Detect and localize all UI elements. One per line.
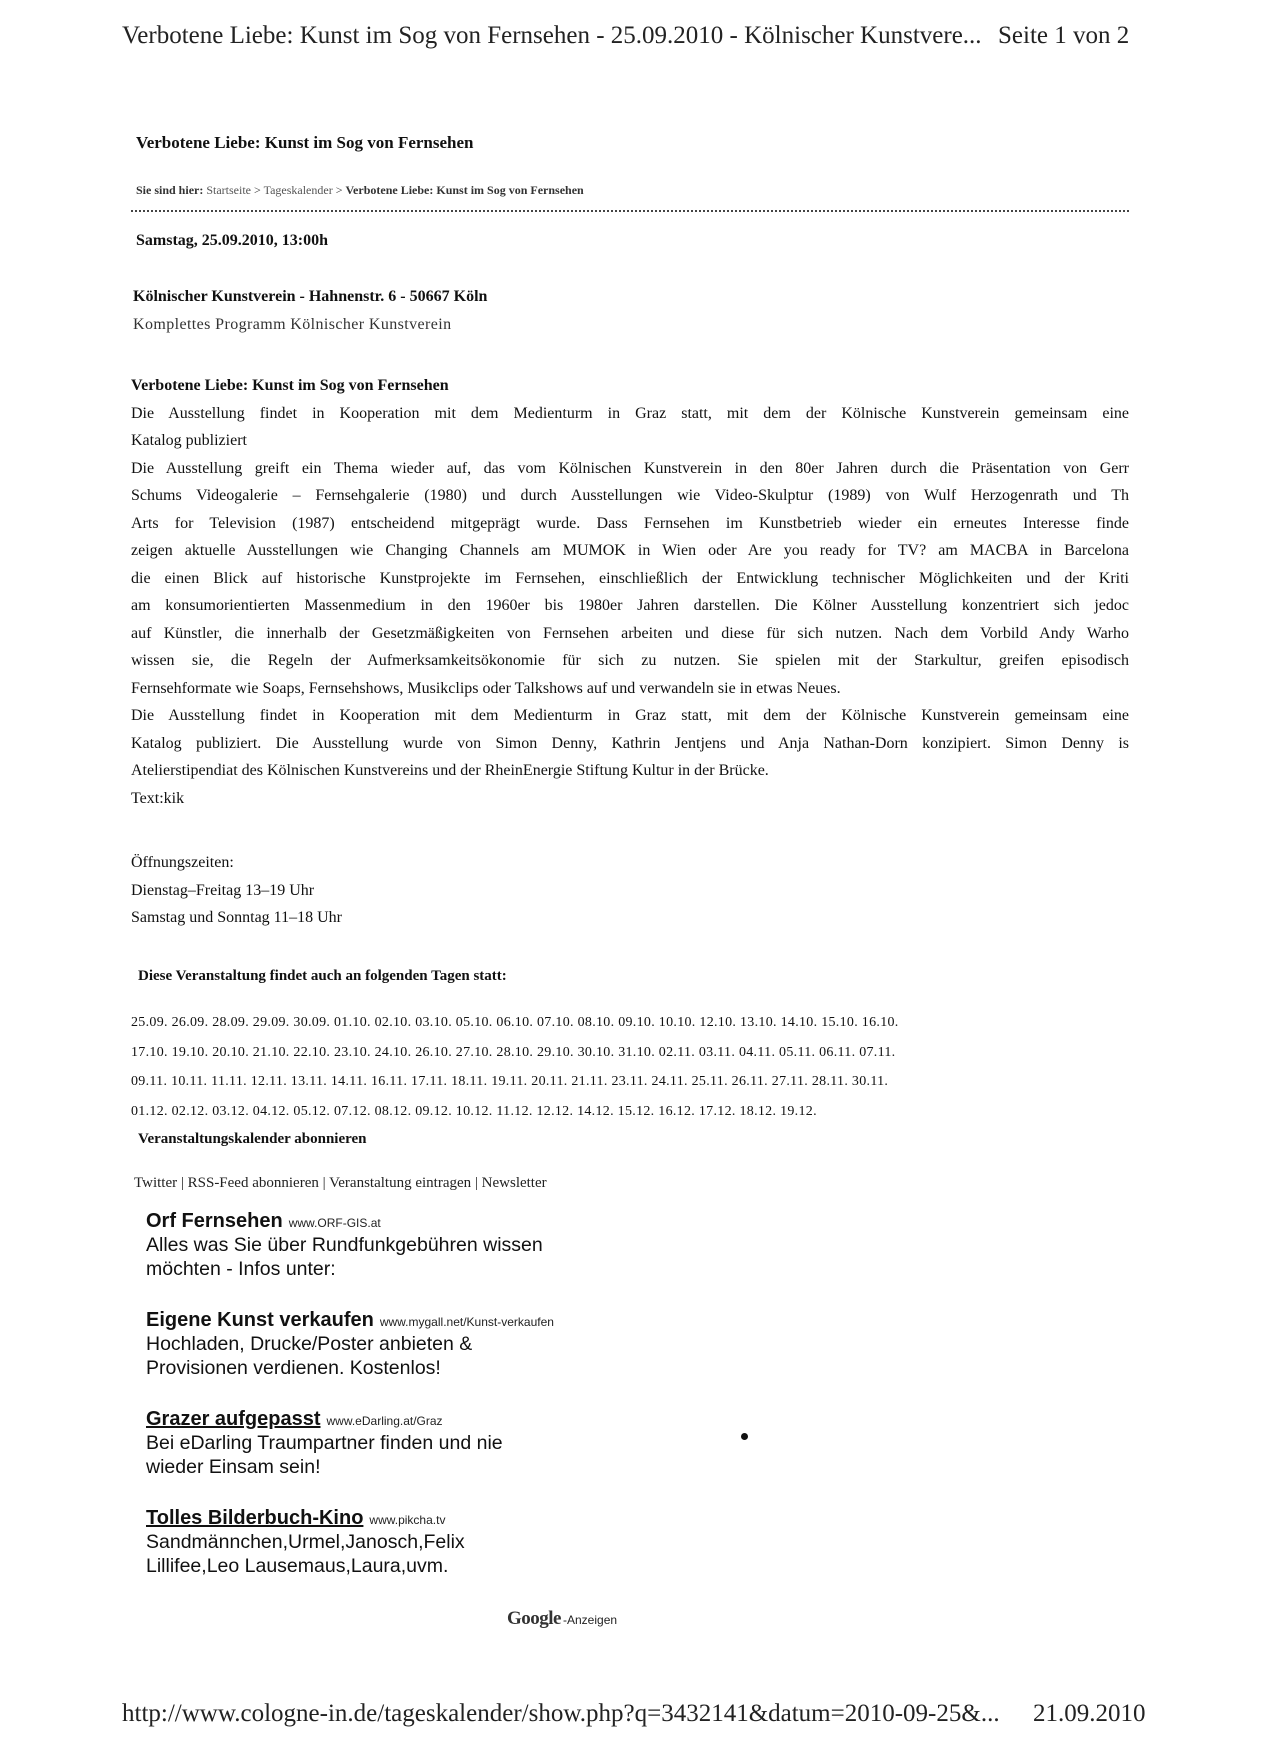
ad-text-line: Alles was Sie über Rundfunkgebühren wissen [146, 1234, 543, 1256]
dotted-divider [131, 210, 1129, 212]
description-line: auf Künstler, die innerhalb der Gesetzmäßigkeiten von Fernsehen arbeiten und diese für sich nutzen. Nach dem Vorbild Andy Warho [131, 624, 1129, 642]
link-separator: | [180, 1175, 184, 1191]
newsletter-link[interactable]: Newsletter [481, 1175, 547, 1191]
description-line: die einen Blick auf historische Kunstprojekte im Fernsehen, einschließlich der Entwicklung technischer Möglichkeiten und der Kriti [131, 569, 1129, 587]
breadcrumb-label: Sie sind hier: [136, 183, 204, 197]
ad-item [146, 1309, 554, 1380]
description-line: Fernsehformate wie Soaps, Fernsehshows, Musikclips oder Talkshows auf und verwandeln sie in etwas Neues. [131, 679, 841, 697]
ad-text-line: wieder Einsam sein! [146, 1456, 321, 1478]
breadcrumb-current: Verbotene Liebe: Kunst im Sog von Fernsehen [345, 183, 584, 197]
ad-text-line: Lillifee,Leo Lausemaus,Laura,uvm. [146, 1555, 449, 1577]
description-line: am konsumorientierten Massenmedium in den 1960er bis 1980er Jahren darstellen. Die Kölner Ausstellung konzentriert sich jedoc [131, 597, 1129, 614]
link-separator: | [474, 1175, 478, 1191]
print-header-title: Verbotene Liebe: Kunst im Sog von Fernsehen - 25.09.2010 - Kölnischer Kunstvere... [122, 22, 982, 49]
ad-url: www.eDarling.at/Graz [326, 1414, 443, 1428]
description-line: Die Ausstellung findet in Kooperation mit dem Medienturm in Graz statt, mit dem der Kölnische Kunstverein gemeinsam eine [131, 707, 1129, 724]
subscribe-heading: Veranstaltungskalender abonnieren [138, 1131, 367, 1147]
subscribe-links [134, 1175, 547, 1192]
other-dates-list [131, 1008, 1129, 1126]
ad-url: www.mygall.net/Kunst-verkaufen [379, 1315, 554, 1329]
ad-title-link[interactable]: Grazer aufgepasst [146, 1408, 321, 1430]
print-page-number: Seite 1 von 2 [998, 22, 1130, 49]
rss-feed-link[interactable]: RSS-Feed abonnieren [187, 1175, 319, 1191]
event-date: Samstag, 25.09.2010, 13:00h [136, 232, 329, 249]
description-credit: Text:kik [131, 789, 185, 807]
page-title: Verbotene Liebe: Kunst im Sog von Fernsehen [136, 133, 474, 152]
ads-attribution[interactable] [507, 1608, 617, 1630]
ad-text-line: Sandmännchen,Urmel,Janosch,Felix [146, 1531, 465, 1553]
print-footer-date: 21.09.2010 [1033, 1700, 1146, 1727]
description-line: zeigen aktuelle Ausstellungen wie Changing Channels am MUMOK in Wien oder Are you ready for TV? am MACBA in Barcelona [131, 542, 1129, 559]
description-line: Schums Videogalerie – Fernsehgalerie (1980) und durch Ausstellungen wie Video-Skulptur (1989) von Wulf Herzogenrath und Th [131, 487, 1129, 504]
description-line: Die Ausstellung findet in Kooperation mit dem Medienturm in Graz statt, mit dem der Kölnische Kunstverein gemeinsam eine [131, 404, 1129, 422]
opening-hours-weekend: Samstag und Sonntag 11–18 Uhr [131, 909, 342, 926]
description-line: Katalog publiziert. Die Ausstellung wurde von Simon Denny, Kathrin Jentjens und Anja Nathan-Dorn konzipiert. Simon Denny is [131, 734, 1129, 752]
venue-address: Kölnischer Kunstverein - Hahnenstr. 6 - 50667 Köln [133, 288, 488, 305]
ad-url: www.pikcha.tv [369, 1513, 446, 1527]
breadcrumb-separator: > [335, 183, 343, 197]
google-logo: Google [507, 1608, 561, 1629]
scan-dot [741, 1433, 748, 1440]
other-dates-heading: Diese Veranstaltung findet auch an folgenden Tagen statt: [138, 968, 507, 984]
submit-event-link[interactable]: Veranstaltung eintragen [329, 1175, 472, 1191]
ad-title-link[interactable]: Tolles Bilderbuch-Kino [146, 1507, 364, 1529]
google-ads-block [146, 1210, 554, 1606]
ad-title-link[interactable]: Eigene Kunst verkaufen [146, 1309, 374, 1331]
breadcrumb-calendar-link[interactable]: Tageskalender [263, 183, 333, 197]
description-heading: Verbotene Liebe: Kunst im Sog von Fernsehen [131, 377, 449, 394]
full-program-link[interactable]: Komplettes Programm Kölnischer Kunstverein [133, 316, 452, 333]
ad-item [146, 1210, 554, 1281]
ad-text-line: Bei eDarling Traumpartner finden und nie [146, 1432, 503, 1454]
dates-line: 25.09. 26.09. 28.09. 29.09. 30.09. 01.10. 02.10. 03.10. 05.10. 06.10. 07.10. 08.10. 09.10. 10.10. 12.10. 13.10. 14.10. 15.10. 16.10. [131, 1015, 899, 1030]
ad-title-link[interactable]: Orf Fernsehen [146, 1210, 283, 1232]
breadcrumb [136, 183, 584, 198]
ad-item [146, 1507, 554, 1578]
dates-line: 09.11. 10.11. 11.11. 12.11. 13.11. 14.11. 16.11. 17.11. 18.11. 19.11. 20.11. 21.11. 23.11. 24.11. 25.11. 26.11. 27.11. 28.11. 30.11. [131, 1074, 889, 1089]
print-footer-url: http://www.cologne-in.de/tageskalender/show.php?q=3432141&datum=2010-09-25&... [122, 1700, 1000, 1727]
description-line: Katalog publiziert [131, 432, 247, 449]
description-line: Arts for Television (1987) entscheidend mitgeprägt wurde. Dass Fernsehen im Kunstbetrieb wieder ein erneutes Interesse finde [131, 514, 1129, 532]
ad-item [146, 1408, 554, 1479]
breadcrumb-separator: > [254, 183, 261, 197]
ad-text-line: Hochladen, Drucke/Poster anbieten & [146, 1333, 473, 1355]
ad-url: www.ORF-GIS.at [288, 1216, 381, 1230]
link-separator: | [322, 1175, 326, 1191]
ad-text-line: möchten - Infos unter: [146, 1258, 336, 1280]
opening-hours-label: Öffnungszeiten: [131, 854, 234, 871]
ad-text-line: Provisionen verdienen. Kostenlos! [146, 1357, 441, 1379]
description-line: Atelierstipendiat des Kölnischen Kunstvereins und der RheinEnergie Stiftung Kultur in der Brücke. [131, 762, 769, 779]
ads-label: -Anzeigen [563, 1613, 618, 1627]
twitter-link[interactable]: Twitter [134, 1175, 178, 1191]
breadcrumb-home-link[interactable]: Startseite [206, 183, 251, 197]
opening-hours-weekday: Dienstag–Freitag 13–19 Uhr [131, 881, 315, 899]
event-description [131, 372, 1129, 812]
description-line: wissen sie, die Regeln der Aufmerksamkeitsökonomie für sich zu nutzen. Sie spielen mit der Starkultur, greifen episodisch [131, 652, 1129, 669]
dates-line: 01.12. 02.12. 03.12. 04.12. 05.12. 07.12. 08.12. 09.12. 10.12. 11.12. 12.12. 14.12. 15.12. 16.12. 17.12. 18.12. 19.12. [131, 1103, 817, 1119]
description-line: Die Ausstellung greift ein Thema wieder auf, das vom Kölnischen Kunstverein in den 80er Jahren durch die Präsentation von Gerr [131, 459, 1129, 477]
dates-line: 17.10. 19.10. 20.10. 21.10. 22.10. 23.10. 24.10. 26.10. 27.10. 28.10. 29.10. 30.10. 31.10. 02.11. 03.11. 04.11. 05.11. 06.11. 07.11. [131, 1044, 896, 1060]
opening-hours [131, 849, 342, 932]
